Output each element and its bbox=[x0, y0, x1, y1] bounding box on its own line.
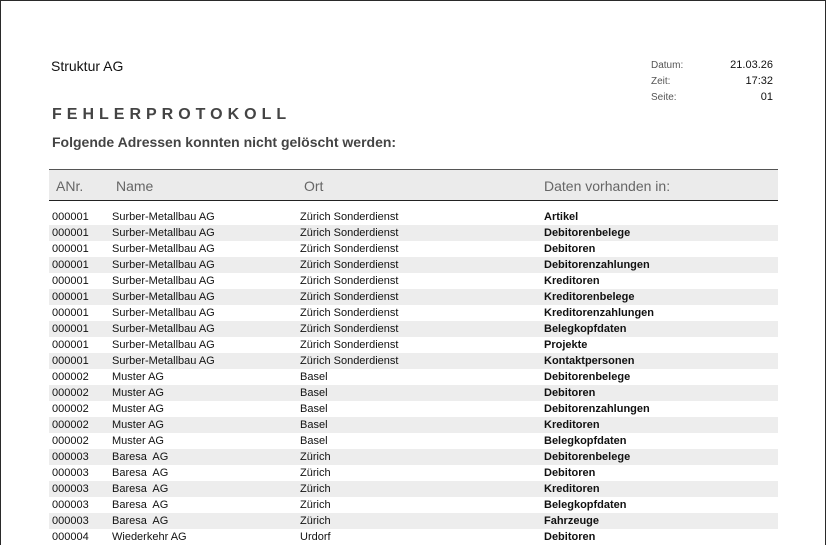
cell-name: Surber-Metallbau AG bbox=[112, 275, 215, 287]
cell-daten: Kreditorenbelege bbox=[544, 291, 635, 303]
cell-anr: 000002 bbox=[52, 403, 89, 415]
meta-page bbox=[651, 91, 773, 107]
table-row bbox=[49, 529, 778, 545]
cell-daten: Belegkopfdaten bbox=[544, 435, 627, 447]
table-row bbox=[49, 465, 778, 481]
table-row bbox=[49, 353, 778, 369]
column-header-ort: Ort bbox=[304, 178, 324, 194]
cell-daten: Debitorenbelege bbox=[544, 227, 631, 239]
cell-name: Surber-Metallbau AG bbox=[112, 307, 215, 319]
table-row bbox=[49, 241, 778, 257]
cell-anr: 000001 bbox=[52, 259, 89, 271]
table-row bbox=[49, 401, 778, 417]
cell-daten: Kreditoren bbox=[544, 419, 600, 431]
table-row bbox=[49, 209, 778, 225]
table-row bbox=[49, 481, 778, 497]
cell-name: Muster AG bbox=[112, 419, 164, 431]
meta-time bbox=[651, 75, 773, 91]
meta-page-value: 01 bbox=[760, 91, 773, 103]
cell-anr: 000002 bbox=[52, 371, 89, 383]
cell-anr: 000001 bbox=[52, 307, 89, 319]
cell-daten: Debitorenzahlungen bbox=[544, 403, 650, 415]
cell-ort: Zürich bbox=[300, 483, 331, 495]
cell-anr: 000003 bbox=[52, 483, 89, 495]
table-row bbox=[49, 385, 778, 401]
table-row bbox=[49, 433, 778, 449]
table-row bbox=[49, 337, 778, 353]
cell-anr: 000002 bbox=[52, 419, 89, 431]
cell-anr: 000001 bbox=[52, 227, 89, 239]
table-row bbox=[49, 513, 778, 529]
cell-ort: Basel bbox=[300, 419, 328, 431]
cell-name: Baresa AG bbox=[112, 467, 169, 479]
cell-name: Surber-Metallbau AG bbox=[112, 339, 215, 351]
cell-daten: Debitorenbelege bbox=[544, 451, 631, 463]
table-row bbox=[49, 305, 778, 321]
cell-name: Baresa AG bbox=[112, 499, 169, 511]
cell-ort: Zürich Sonderdienst bbox=[300, 259, 399, 271]
cell-ort: Basel bbox=[300, 371, 328, 383]
cell-daten: Debitorenbelege bbox=[544, 371, 631, 383]
cell-ort: Zürich Sonderdienst bbox=[300, 323, 399, 335]
cell-ort: Zürich Sonderdienst bbox=[300, 227, 399, 239]
column-header-name: Name bbox=[116, 178, 154, 194]
cell-name: Muster AG bbox=[112, 403, 164, 415]
cell-ort: Zürich bbox=[300, 499, 331, 511]
cell-name: Surber-Metallbau AG bbox=[112, 355, 215, 367]
cell-anr: 000001 bbox=[52, 355, 89, 367]
cell-ort: Zürich Sonderdienst bbox=[300, 339, 399, 351]
cell-daten: Belegkopfdaten bbox=[544, 499, 627, 511]
meta-page-label: Seite: bbox=[651, 92, 677, 103]
cell-ort: Basel bbox=[300, 435, 328, 447]
cell-ort: Zürich Sonderdienst bbox=[300, 307, 399, 319]
table-row bbox=[49, 289, 778, 305]
cell-anr: 000001 bbox=[52, 291, 89, 303]
cell-ort: Zürich Sonderdienst bbox=[300, 291, 399, 303]
cell-name: Muster AG bbox=[112, 371, 164, 383]
column-header-anr: ANr. bbox=[56, 178, 84, 194]
company-name: Struktur AG bbox=[51, 58, 124, 74]
cell-ort: Zürich Sonderdienst bbox=[300, 243, 399, 255]
meta-date-value: 21.03.26 bbox=[730, 59, 773, 71]
cell-name: Muster AG bbox=[112, 435, 164, 447]
meta-date bbox=[651, 59, 773, 75]
cell-daten: Kontaktpersonen bbox=[544, 355, 635, 367]
cell-daten: Kreditoren bbox=[544, 483, 600, 495]
cell-name: Surber-Metallbau AG bbox=[112, 227, 215, 239]
table-row bbox=[49, 225, 778, 241]
cell-daten: Belegkopfdaten bbox=[544, 323, 627, 335]
cell-ort: Zürich bbox=[300, 451, 331, 463]
cell-daten: Kreditoren bbox=[544, 275, 600, 287]
cell-daten: Projekte bbox=[544, 339, 588, 351]
cell-ort: Zürich Sonderdienst bbox=[300, 275, 399, 287]
cell-anr: 000004 bbox=[52, 531, 89, 543]
cell-anr: 000002 bbox=[52, 435, 89, 447]
cell-name: Muster AG bbox=[112, 387, 164, 399]
cell-anr: 000003 bbox=[52, 499, 89, 511]
cell-name: Wiederkehr AG bbox=[112, 531, 187, 543]
table-row bbox=[49, 273, 778, 289]
cell-anr: 000001 bbox=[52, 243, 89, 255]
cell-anr: 000001 bbox=[52, 211, 89, 223]
cell-ort: Zürich bbox=[300, 467, 331, 479]
cell-daten: Debitoren bbox=[544, 531, 596, 543]
table-header bbox=[49, 169, 778, 201]
cell-ort: Zürich Sonderdienst bbox=[300, 355, 399, 367]
cell-anr: 000001 bbox=[52, 323, 89, 335]
cell-name: Surber-Metallbau AG bbox=[112, 243, 215, 255]
table-row bbox=[49, 497, 778, 513]
cell-ort: Zürich Sonderdienst bbox=[300, 211, 399, 223]
cell-anr: 000002 bbox=[52, 387, 89, 399]
cell-daten: Debitoren bbox=[544, 387, 596, 399]
column-header-daten: Daten vorhanden in: bbox=[544, 178, 671, 194]
cell-anr: 000003 bbox=[52, 451, 89, 463]
cell-name: Surber-Metallbau AG bbox=[112, 211, 215, 223]
table-body bbox=[49, 209, 778, 545]
cell-anr: 000003 bbox=[52, 515, 89, 527]
cell-daten: Debitoren bbox=[544, 243, 596, 255]
cell-ort: Urdorf bbox=[300, 531, 331, 543]
table-row bbox=[49, 257, 778, 273]
meta-date-label: Datum: bbox=[651, 60, 684, 71]
cell-name: Baresa AG bbox=[112, 451, 169, 463]
meta-time-label: Zeit: bbox=[651, 76, 671, 87]
table-row bbox=[49, 449, 778, 465]
cell-name: Surber-Metallbau AG bbox=[112, 291, 215, 303]
cell-ort: Basel bbox=[300, 387, 328, 399]
cell-daten: Artikel bbox=[544, 211, 579, 223]
cell-daten: Fahrzeuge bbox=[544, 515, 600, 527]
cell-daten: Debitorenzahlungen bbox=[544, 259, 650, 271]
cell-anr: 000003 bbox=[52, 467, 89, 479]
cell-daten: Kreditorenzahlungen bbox=[544, 307, 655, 319]
cell-anr: 000001 bbox=[52, 339, 89, 351]
report-meta bbox=[651, 59, 773, 107]
meta-time-value: 17:32 bbox=[745, 75, 773, 87]
cell-name: Baresa AG bbox=[112, 483, 169, 495]
cell-daten: Debitoren bbox=[544, 467, 596, 479]
cell-name: Surber-Metallbau AG bbox=[112, 323, 215, 335]
cell-anr: 000001 bbox=[52, 275, 89, 287]
cell-name: Baresa AG bbox=[112, 515, 169, 527]
cell-ort: Zürich bbox=[300, 515, 331, 527]
table-row bbox=[49, 321, 778, 337]
table-row bbox=[49, 417, 778, 433]
cell-ort: Basel bbox=[300, 403, 328, 415]
report-subtitle: Folgende Adressen konnten nicht gelöscht werden: bbox=[52, 134, 397, 150]
table-row bbox=[49, 369, 778, 385]
cell-name: Surber-Metallbau AG bbox=[112, 259, 215, 271]
report-title: FEHLERPROTOKOLL bbox=[52, 106, 292, 123]
